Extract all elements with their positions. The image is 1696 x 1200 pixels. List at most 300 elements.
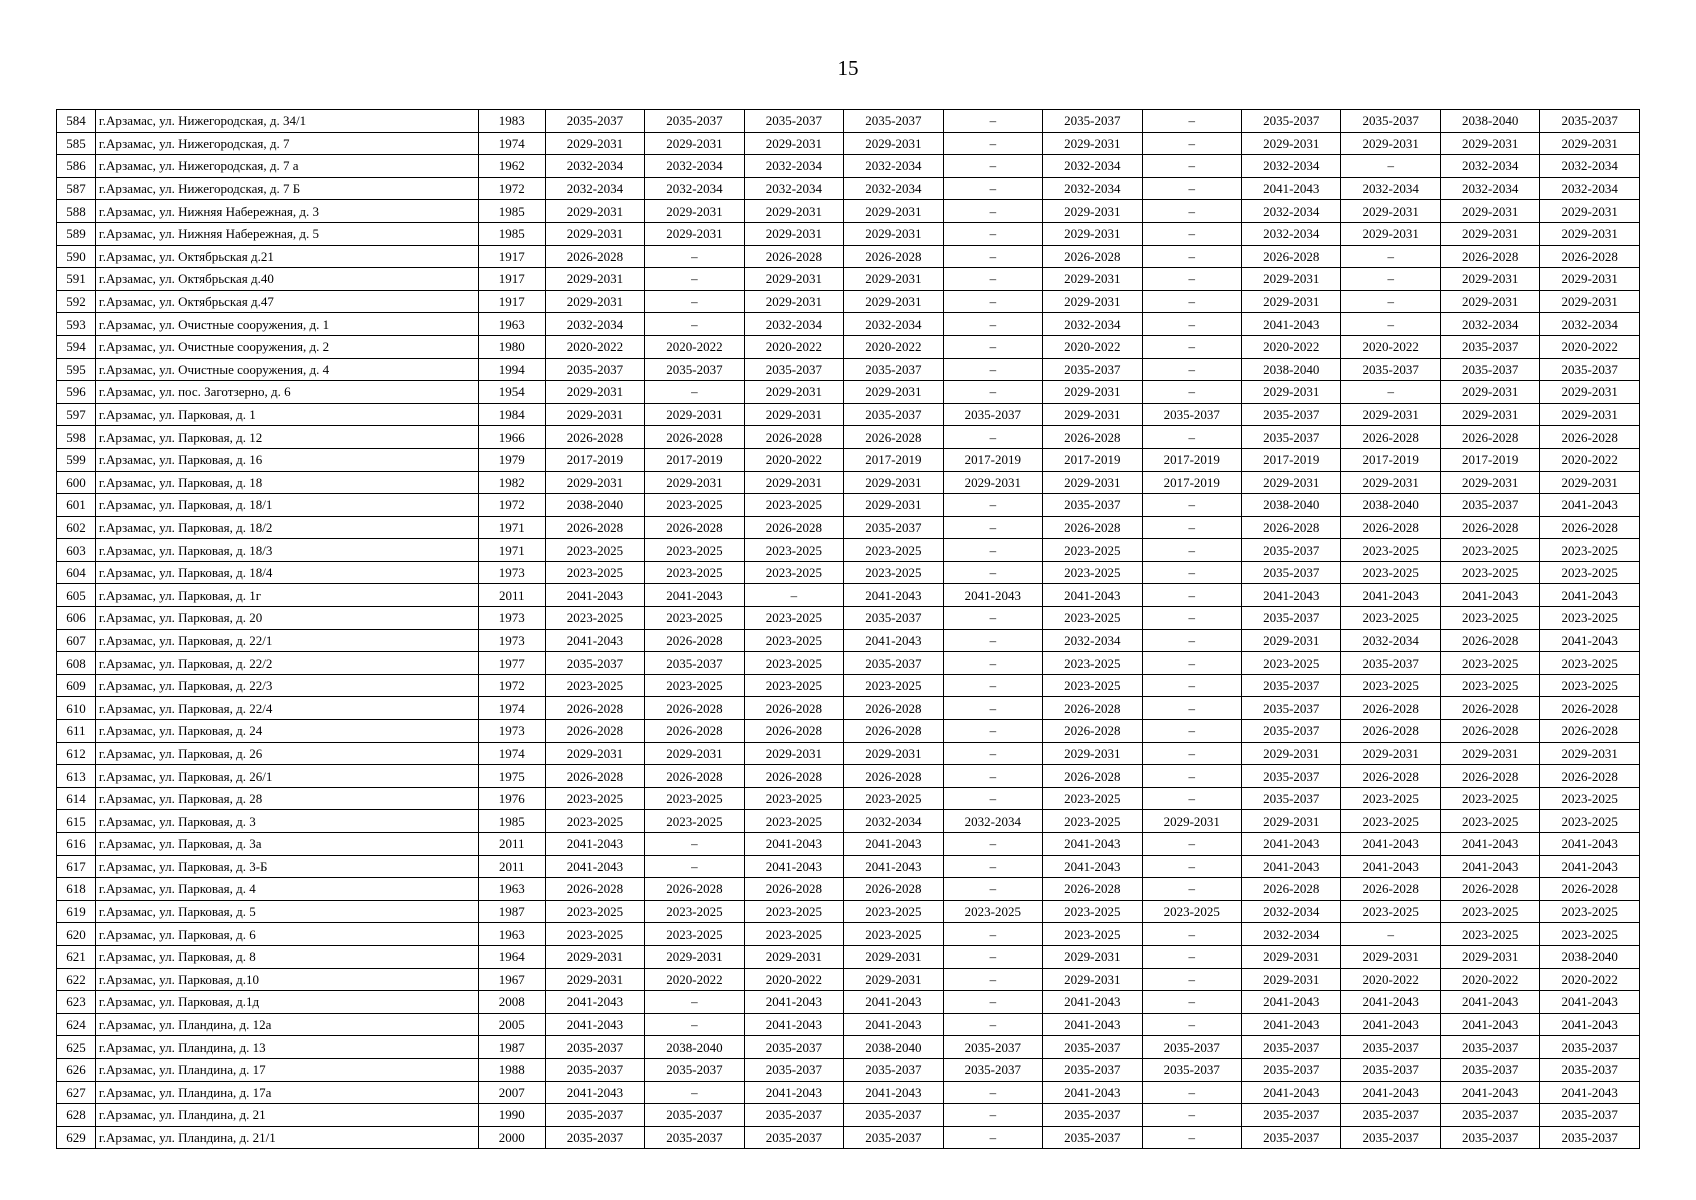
cell-row-number: 604	[57, 561, 96, 584]
cell-term-10: 2026-2028	[1440, 516, 1539, 539]
cell-term-6: 2029-2031	[1043, 471, 1142, 494]
cell-term-9: –	[1341, 155, 1440, 178]
cell-term-5: 2032-2034	[943, 810, 1042, 833]
table-row	[57, 945, 1640, 968]
cell-term-10: 2035-2037	[1440, 358, 1539, 381]
cell-term-6: 2017-2019	[1043, 448, 1142, 471]
cell-term-6: 2023-2025	[1043, 652, 1142, 675]
cell-term-6: 2023-2025	[1043, 539, 1142, 562]
cell-term-1: 2041-2043	[545, 991, 644, 1014]
cell-term-8: 2041-2043	[1242, 177, 1341, 200]
cell-term-9: 2023-2025	[1341, 561, 1440, 584]
cell-term-4: 2035-2037	[844, 1126, 943, 1149]
cell-build-year: 2011	[478, 833, 545, 856]
cell-term-11: 2041-2043	[1540, 833, 1640, 856]
cell-term-4: 2029-2031	[844, 222, 943, 245]
cell-term-11: 2035-2037	[1540, 1058, 1640, 1081]
cell-term-8: 2032-2034	[1242, 155, 1341, 178]
cell-term-4: 2020-2022	[844, 335, 943, 358]
cell-term-3: 2029-2031	[744, 381, 843, 404]
cell-term-6: 2041-2043	[1043, 1013, 1142, 1036]
cell-term-6: 2029-2031	[1043, 290, 1142, 313]
cell-term-3: 2023-2025	[744, 923, 843, 946]
cell-term-11: 2023-2025	[1540, 652, 1640, 675]
cell-term-3: 2023-2025	[744, 810, 843, 833]
cell-build-year: 2000	[478, 1126, 545, 1149]
cell-term-2: 2023-2025	[645, 810, 744, 833]
cell-term-6: 2029-2031	[1043, 381, 1142, 404]
cell-term-5: –	[943, 878, 1042, 901]
cell-row-number: 618	[57, 878, 96, 901]
cell-term-11: 2029-2031	[1540, 200, 1640, 223]
cell-term-9: 2035-2037	[1341, 1126, 1440, 1149]
cell-row-number: 587	[57, 177, 96, 200]
table-row	[57, 313, 1640, 336]
table-row	[57, 561, 1640, 584]
cell-term-3: 2029-2031	[744, 945, 843, 968]
cell-term-8: 2029-2031	[1242, 742, 1341, 765]
cell-term-2: 2026-2028	[645, 878, 744, 901]
cell-build-year: 1966	[478, 426, 545, 449]
cell-address: г.Арзамас, ул. Парковая, д. 18	[95, 471, 478, 494]
cell-term-5: –	[943, 923, 1042, 946]
cell-term-8: 2035-2037	[1242, 1036, 1341, 1059]
cell-term-10: 2032-2034	[1440, 177, 1539, 200]
cell-term-9: 2029-2031	[1341, 132, 1440, 155]
cell-term-10: 2032-2034	[1440, 155, 1539, 178]
cell-term-6: 2023-2025	[1043, 561, 1142, 584]
table-row	[57, 290, 1640, 313]
cell-term-7: –	[1142, 313, 1241, 336]
cell-term-5: –	[943, 155, 1042, 178]
cell-term-1: 2026-2028	[545, 426, 644, 449]
cell-term-3: 2029-2031	[744, 742, 843, 765]
table-row	[57, 1058, 1640, 1081]
table-row	[57, 245, 1640, 268]
cell-term-4: 2026-2028	[844, 765, 943, 788]
cell-term-8: 2041-2043	[1242, 1013, 1341, 1036]
cell-term-9: 2023-2025	[1341, 900, 1440, 923]
cell-term-7: 2035-2037	[1142, 1058, 1241, 1081]
cell-term-9: –	[1341, 923, 1440, 946]
cell-term-7: –	[1142, 155, 1241, 178]
cell-term-1: 2029-2031	[545, 222, 644, 245]
cell-term-4: 2023-2025	[844, 674, 943, 697]
cell-term-1: 2041-2043	[545, 1013, 644, 1036]
cell-term-11: 2023-2025	[1540, 674, 1640, 697]
cell-build-year: 2008	[478, 991, 545, 1014]
cell-row-number: 608	[57, 652, 96, 675]
cell-term-1: 2026-2028	[545, 878, 644, 901]
cell-term-4: 2041-2043	[844, 1081, 943, 1104]
cell-build-year: 1983	[478, 110, 545, 133]
cell-term-10: 2029-2031	[1440, 200, 1539, 223]
cell-term-2: 2032-2034	[645, 177, 744, 200]
cell-term-2: –	[645, 290, 744, 313]
cell-term-10: 2035-2037	[1440, 1058, 1539, 1081]
cell-term-11: 2026-2028	[1540, 720, 1640, 743]
cell-term-11: 2035-2037	[1540, 1104, 1640, 1127]
cell-term-10: 2023-2025	[1440, 787, 1539, 810]
cell-term-9: 2029-2031	[1341, 945, 1440, 968]
cell-term-3: 2035-2037	[744, 1058, 843, 1081]
table-row	[57, 448, 1640, 471]
cell-term-4: 2023-2025	[844, 787, 943, 810]
cell-term-2: –	[645, 1013, 744, 1036]
cell-row-number: 616	[57, 833, 96, 856]
cell-term-7: –	[1142, 584, 1241, 607]
cell-term-6: 2035-2037	[1043, 494, 1142, 517]
cell-term-8: 2035-2037	[1242, 787, 1341, 810]
table-row	[57, 810, 1640, 833]
cell-term-6: 2041-2043	[1043, 991, 1142, 1014]
cell-row-number: 628	[57, 1104, 96, 1127]
table-row	[57, 494, 1640, 517]
cell-term-5: –	[943, 1104, 1042, 1127]
cell-term-8: 2035-2037	[1242, 1104, 1341, 1127]
cell-term-3: 2041-2043	[744, 991, 843, 1014]
cell-term-1: 2032-2034	[545, 177, 644, 200]
cell-term-5: –	[943, 855, 1042, 878]
cell-term-10: 2032-2034	[1440, 313, 1539, 336]
cell-term-6: 2041-2043	[1043, 584, 1142, 607]
cell-term-4: 2029-2031	[844, 290, 943, 313]
cell-term-8: 2035-2037	[1242, 1126, 1341, 1149]
cell-term-2: 2029-2031	[645, 945, 744, 968]
cell-row-number: 620	[57, 923, 96, 946]
cell-term-4: 2035-2037	[844, 1104, 943, 1127]
cell-term-2: 2029-2031	[645, 742, 744, 765]
cell-term-10: 2035-2037	[1440, 1126, 1539, 1149]
cell-term-1: 2041-2043	[545, 855, 644, 878]
cell-term-7: –	[1142, 268, 1241, 291]
cell-term-10: 2026-2028	[1440, 629, 1539, 652]
cell-term-3: 2035-2037	[744, 110, 843, 133]
cell-address: г.Арзамас, ул. Нижегородская, д. 34/1	[95, 110, 478, 133]
cell-term-3: 2029-2031	[744, 471, 843, 494]
cell-term-10: 2023-2025	[1440, 923, 1539, 946]
cell-term-7: 2035-2037	[1142, 1036, 1241, 1059]
cell-term-5: –	[943, 1013, 1042, 1036]
cell-build-year: 1973	[478, 720, 545, 743]
cell-term-7: –	[1142, 945, 1241, 968]
cell-term-7: –	[1142, 674, 1241, 697]
cell-term-7: –	[1142, 290, 1241, 313]
cell-term-5: –	[943, 787, 1042, 810]
cell-term-7: –	[1142, 833, 1241, 856]
cell-term-2: 2029-2031	[645, 403, 744, 426]
cell-term-4: 2035-2037	[844, 516, 943, 539]
cell-term-9: 2035-2037	[1341, 1104, 1440, 1127]
cell-term-1: 2023-2025	[545, 561, 644, 584]
table-row	[57, 900, 1640, 923]
cell-term-11: 2026-2028	[1540, 426, 1640, 449]
cell-address: г.Арзамас, ул. Пландина, д. 17а	[95, 1081, 478, 1104]
cell-term-6: 2026-2028	[1043, 765, 1142, 788]
cell-term-8: 2038-2040	[1242, 494, 1341, 517]
cell-term-5: –	[943, 110, 1042, 133]
cell-term-11: 2029-2031	[1540, 268, 1640, 291]
cell-term-7: –	[1142, 855, 1241, 878]
cell-row-number: 600	[57, 471, 96, 494]
cell-term-9: 2035-2037	[1341, 652, 1440, 675]
cell-build-year: 1974	[478, 697, 545, 720]
cell-term-4: 2026-2028	[844, 245, 943, 268]
cell-term-8: 2041-2043	[1242, 584, 1341, 607]
cell-term-7: –	[1142, 516, 1241, 539]
cell-term-7: –	[1142, 968, 1241, 991]
cell-term-5: –	[943, 1126, 1042, 1149]
cell-term-3: 2032-2034	[744, 155, 843, 178]
table-row	[57, 991, 1640, 1014]
cell-term-9: 2026-2028	[1341, 720, 1440, 743]
cell-term-4: 2032-2034	[844, 155, 943, 178]
cell-term-4: 2041-2043	[844, 855, 943, 878]
page-number: 15	[837, 56, 859, 80]
cell-address: г.Арзамас, ул. Парковая, д. 1	[95, 403, 478, 426]
cell-term-7: –	[1142, 923, 1241, 946]
cell-term-9: 2020-2022	[1341, 968, 1440, 991]
cell-term-11: 2026-2028	[1540, 245, 1640, 268]
cell-term-6: 2029-2031	[1043, 403, 1142, 426]
cell-term-3: 2029-2031	[744, 132, 843, 155]
cell-term-3: 2023-2025	[744, 652, 843, 675]
cell-address: г.Арзамас, ул. Октябрьская д.21	[95, 245, 478, 268]
cell-address: г.Арзамас, ул. Парковая, д.10	[95, 968, 478, 991]
cell-term-9: 2017-2019	[1341, 448, 1440, 471]
cell-term-10: 2029-2031	[1440, 742, 1539, 765]
cell-row-number: 591	[57, 268, 96, 291]
cell-term-8: 2026-2028	[1242, 878, 1341, 901]
cell-term-7: –	[1142, 335, 1241, 358]
cell-term-3: 2026-2028	[744, 697, 843, 720]
cell-row-number: 619	[57, 900, 96, 923]
cell-term-2: 2023-2025	[645, 674, 744, 697]
cell-term-2: 2023-2025	[645, 539, 744, 562]
cell-term-6: 2032-2034	[1043, 155, 1142, 178]
cell-term-1: 2041-2043	[545, 1081, 644, 1104]
cell-build-year: 1963	[478, 313, 545, 336]
cell-term-4: 2041-2043	[844, 584, 943, 607]
cell-term-1: 2029-2031	[545, 471, 644, 494]
cell-term-9: 2035-2037	[1341, 110, 1440, 133]
cell-term-4: 2026-2028	[844, 720, 943, 743]
cell-term-4: 2032-2034	[844, 313, 943, 336]
table-row	[57, 923, 1640, 946]
cell-term-2: 2035-2037	[645, 1058, 744, 1081]
cell-term-5: –	[943, 358, 1042, 381]
cell-row-number: 585	[57, 132, 96, 155]
cell-term-9: 2029-2031	[1341, 471, 1440, 494]
cell-term-7: –	[1142, 539, 1241, 562]
table-row	[57, 381, 1640, 404]
cell-term-6: 2035-2037	[1043, 1126, 1142, 1149]
cell-address: г.Арзамас, ул. Очистные сооружения, д. 2	[95, 335, 478, 358]
cell-term-5: –	[943, 652, 1042, 675]
cell-term-10: 2035-2037	[1440, 335, 1539, 358]
cell-term-8: 2035-2037	[1242, 403, 1341, 426]
table-row	[57, 132, 1640, 155]
cell-term-11: 2041-2043	[1540, 1081, 1640, 1104]
cell-term-7: –	[1142, 1104, 1241, 1127]
cell-term-2: –	[645, 833, 744, 856]
cell-build-year: 1972	[478, 177, 545, 200]
cell-term-6: 2035-2037	[1043, 110, 1142, 133]
cell-term-7: –	[1142, 1081, 1241, 1104]
cell-term-4: 2035-2037	[844, 652, 943, 675]
cell-term-3: 2026-2028	[744, 720, 843, 743]
cell-term-8: 2041-2043	[1242, 833, 1341, 856]
cell-term-11: 2023-2025	[1540, 787, 1640, 810]
table-row	[57, 539, 1640, 562]
cell-term-10: 2041-2043	[1440, 855, 1539, 878]
cell-term-4: 2041-2043	[844, 833, 943, 856]
cell-term-10: 2041-2043	[1440, 584, 1539, 607]
cell-term-5: –	[943, 1081, 1042, 1104]
cell-build-year: 2007	[478, 1081, 545, 1104]
cell-term-10: 2029-2031	[1440, 132, 1539, 155]
cell-row-number: 615	[57, 810, 96, 833]
cell-term-8: 2029-2031	[1242, 290, 1341, 313]
cell-term-1: 2035-2037	[545, 652, 644, 675]
cell-term-7: –	[1142, 991, 1241, 1014]
cell-term-5: –	[943, 200, 1042, 223]
cell-term-2: 2023-2025	[645, 923, 744, 946]
table-row	[57, 426, 1640, 449]
cell-address: г.Арзамас, ул. Парковая, д. 3а	[95, 833, 478, 856]
cell-address: г.Арзамас, ул. Пландина, д. 12а	[95, 1013, 478, 1036]
cell-term-10: 2026-2028	[1440, 426, 1539, 449]
cell-term-6: 2041-2043	[1043, 855, 1142, 878]
cell-term-6: 2029-2031	[1043, 132, 1142, 155]
cell-term-2: –	[645, 313, 744, 336]
cell-term-6: 2035-2037	[1043, 1104, 1142, 1127]
cell-term-2: 2032-2034	[645, 155, 744, 178]
cell-address: г.Арзамас, ул. Парковая, д. 8	[95, 945, 478, 968]
cell-row-number: 588	[57, 200, 96, 223]
cell-term-7: –	[1142, 561, 1241, 584]
cell-term-10: 2041-2043	[1440, 1013, 1539, 1036]
cell-term-9: –	[1341, 245, 1440, 268]
cell-term-1: 2041-2043	[545, 629, 644, 652]
cell-term-1: 2029-2031	[545, 945, 644, 968]
cell-term-10: 2026-2028	[1440, 245, 1539, 268]
cell-term-6: 2026-2028	[1043, 245, 1142, 268]
cell-row-number: 614	[57, 787, 96, 810]
cell-term-4: 2026-2028	[844, 878, 943, 901]
cell-term-4: 2029-2031	[844, 968, 943, 991]
cell-term-10: 2023-2025	[1440, 674, 1539, 697]
cell-build-year: 1973	[478, 607, 545, 630]
cell-term-10: 2023-2025	[1440, 561, 1539, 584]
cell-term-11: 2041-2043	[1540, 855, 1640, 878]
cell-term-2: 2038-2040	[645, 1036, 744, 1059]
cell-build-year: 1994	[478, 358, 545, 381]
cell-term-3: 2041-2043	[744, 1081, 843, 1104]
cell-term-5: –	[943, 742, 1042, 765]
cell-address: г.Арзамас, ул. Парковая, д. 18/3	[95, 539, 478, 562]
cell-term-2: 2029-2031	[645, 471, 744, 494]
cell-term-2: 2035-2037	[645, 358, 744, 381]
cell-term-9: 2035-2037	[1341, 358, 1440, 381]
cell-term-2: 2035-2037	[645, 110, 744, 133]
cell-build-year: 1971	[478, 539, 545, 562]
cell-term-5: –	[943, 539, 1042, 562]
cell-term-6: 2032-2034	[1043, 313, 1142, 336]
cell-build-year: 1954	[478, 381, 545, 404]
cell-term-7: 2017-2019	[1142, 448, 1241, 471]
cell-term-2: 2035-2037	[645, 1126, 744, 1149]
cell-address: г.Арзамас, ул. Нижегородская, д. 7	[95, 132, 478, 155]
cell-row-number: 606	[57, 607, 96, 630]
cell-term-8: 2035-2037	[1242, 765, 1341, 788]
cell-term-5: –	[943, 335, 1042, 358]
cell-address: г.Арзамас, ул. Пландина, д. 21	[95, 1104, 478, 1127]
cell-build-year: 1974	[478, 132, 545, 155]
cell-term-11: 2026-2028	[1540, 697, 1640, 720]
cell-build-year: 1976	[478, 787, 545, 810]
cell-term-1: 2035-2037	[545, 1058, 644, 1081]
cell-term-6: 2023-2025	[1043, 674, 1142, 697]
cell-build-year: 1964	[478, 945, 545, 968]
cell-term-7: –	[1142, 132, 1241, 155]
cell-term-4: 2029-2031	[844, 742, 943, 765]
cell-term-10: 2029-2031	[1440, 222, 1539, 245]
cell-term-8: 2035-2037	[1242, 561, 1341, 584]
cell-term-3: 2020-2022	[744, 448, 843, 471]
table-row	[57, 833, 1640, 856]
cell-term-2: 2023-2025	[645, 494, 744, 517]
cell-build-year: 1977	[478, 652, 545, 675]
cell-term-7: 2017-2019	[1142, 471, 1241, 494]
cell-term-6: 2032-2034	[1043, 629, 1142, 652]
cell-term-5: –	[943, 629, 1042, 652]
cell-term-7: –	[1142, 222, 1241, 245]
cell-row-number: 597	[57, 403, 96, 426]
cell-address: г.Арзамас, ул. Октябрьская д.47	[95, 290, 478, 313]
cell-term-10: 2041-2043	[1440, 833, 1539, 856]
table-row	[57, 697, 1640, 720]
cell-address: г.Арзамас, ул. Парковая, д. 28	[95, 787, 478, 810]
cell-term-1: 2029-2031	[545, 268, 644, 291]
cell-term-9: 2041-2043	[1341, 1013, 1440, 1036]
cell-term-9: 2041-2043	[1341, 833, 1440, 856]
cell-term-1: 2026-2028	[545, 697, 644, 720]
cell-term-8: 2032-2034	[1242, 200, 1341, 223]
cell-row-number: 594	[57, 335, 96, 358]
cell-term-6: 2035-2037	[1043, 1058, 1142, 1081]
cell-term-10: 2041-2043	[1440, 991, 1539, 1014]
cell-term-5: –	[943, 968, 1042, 991]
cell-address: г.Арзамас, ул. Парковая, д. 20	[95, 607, 478, 630]
cell-term-8: 2023-2025	[1242, 652, 1341, 675]
cell-term-6: 2032-2034	[1043, 177, 1142, 200]
cell-term-6: 2041-2043	[1043, 1081, 1142, 1104]
cell-term-1: 2023-2025	[545, 674, 644, 697]
cell-term-11: 2029-2031	[1540, 222, 1640, 245]
cell-address: г.Арзамас, ул. пос. Заготзерно, д. 6	[95, 381, 478, 404]
cell-term-9: 2041-2043	[1341, 855, 1440, 878]
cell-build-year: 1972	[478, 674, 545, 697]
cell-build-year: 2011	[478, 855, 545, 878]
cell-term-3: 2032-2034	[744, 177, 843, 200]
cell-term-1: 2026-2028	[545, 516, 644, 539]
cell-term-10: 2023-2025	[1440, 900, 1539, 923]
cell-term-1: 2026-2028	[545, 720, 644, 743]
cell-term-1: 2035-2037	[545, 1036, 644, 1059]
cell-term-6: 2026-2028	[1043, 878, 1142, 901]
cell-address: г.Арзамас, ул. Парковая, д. 26	[95, 742, 478, 765]
